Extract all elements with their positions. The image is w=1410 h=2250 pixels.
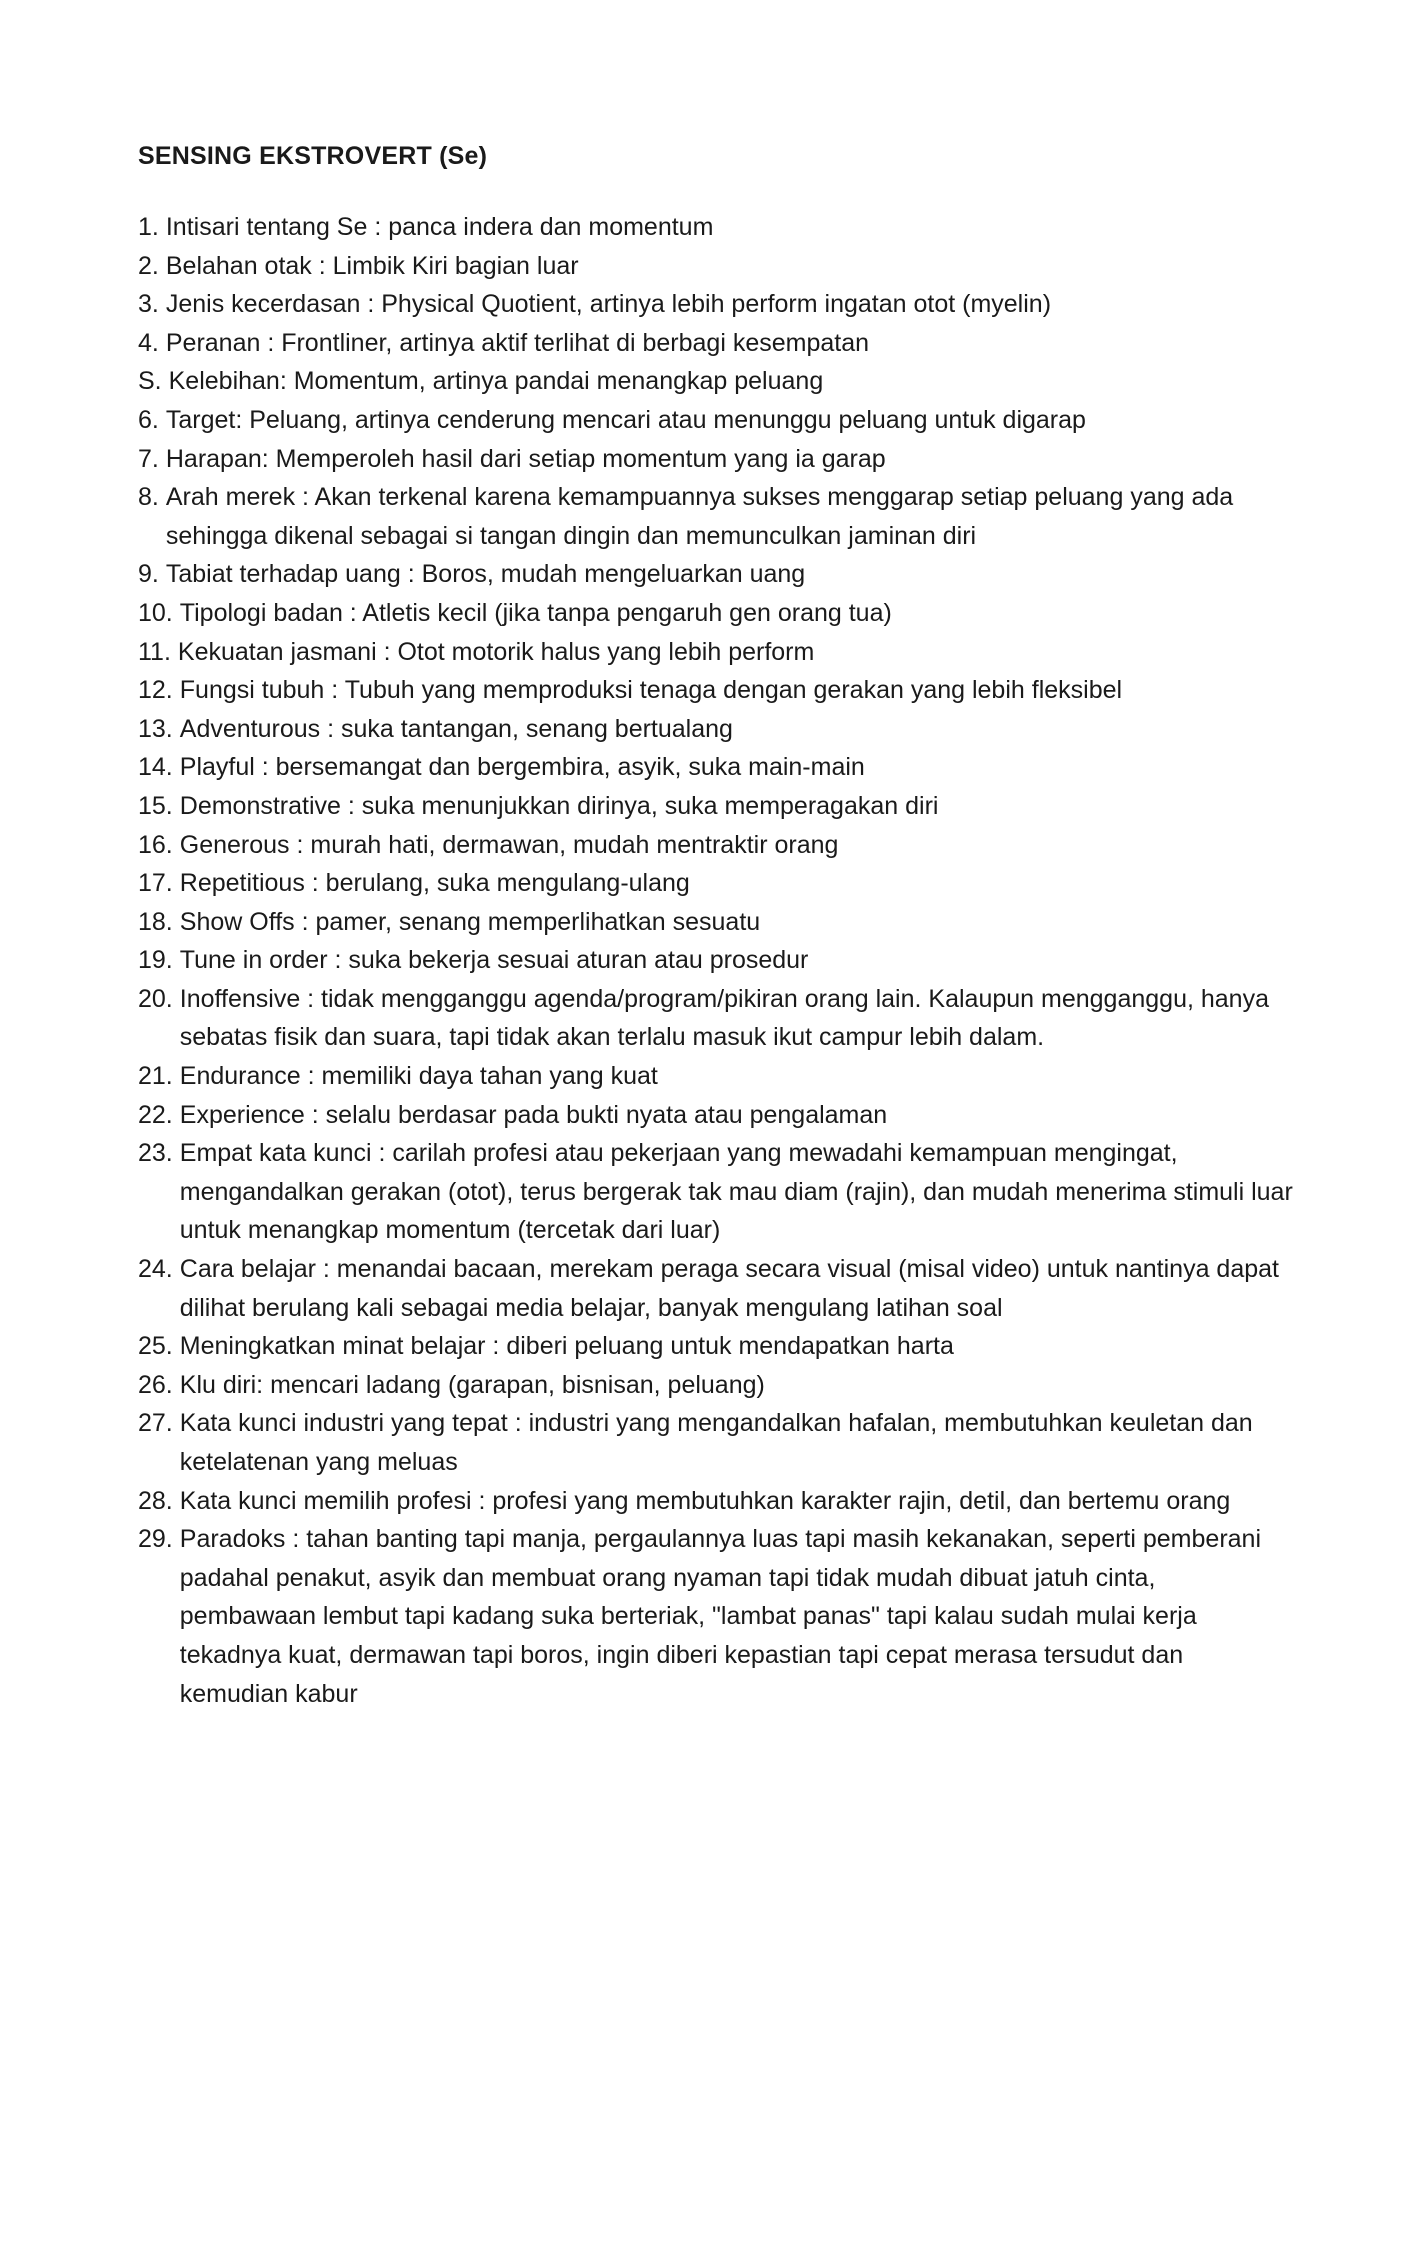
list-item-text: Tabiat terhadap uang : Boros, mudah mengeluarkan uang — [165, 560, 806, 589]
list-item-number: 29. — [138, 1525, 173, 1554]
list-item — [138, 1057, 1298, 1096]
list-item — [138, 247, 1298, 286]
list-item-text: Arah merek : Akan terkenal karena kemampuannya sukses menggarap setiap peluang yang ada sehingga dikenal sebagai si tangan dingin dan memunculkan jaminan diri — [165, 483, 1234, 550]
list-item-number: 22. — [138, 1100, 173, 1129]
list-item-text: Jenis kecerdasan : Physical Quotient, artinya lebih perform ingatan otot (myelin) — [165, 290, 1052, 319]
list-item-number: 16. — [138, 830, 173, 859]
list-item-text: Playful : bersemangat dan bergembira, asyik, suka main-main — [179, 753, 865, 782]
list-item — [138, 787, 1298, 826]
list-item — [138, 1250, 1298, 1327]
list-item — [138, 710, 1298, 749]
list-item-text: Kekuatan jasmani : Otot motorik halus yang lebih perform — [177, 637, 815, 666]
list-item — [138, 208, 1298, 247]
list-item-text: Klu diri: mencari ladang (garapan, bisnisan, peluang) — [179, 1370, 765, 1399]
list-item-text: Target: Peluang, artinya cenderung mencari atau menunggu peluang untuk digarap — [165, 405, 1086, 434]
list-item — [138, 362, 1298, 401]
list-item-number: 9. — [138, 560, 159, 589]
list-item-text: Show Offs : pamer, senang memperlihatkan sesuatu — [179, 907, 761, 936]
list-item — [138, 440, 1298, 479]
list-item-text: Kata kunci industri yang tepat : industri yang mengandalkan hafalan, membutuhkan keuletan dan ketelatenan yang meluas — [179, 1409, 1253, 1476]
list-item-number: 10. — [138, 598, 173, 627]
list-item — [138, 980, 1298, 1057]
list-item-number: 8. — [138, 483, 159, 512]
list-item — [138, 555, 1298, 594]
list-item — [138, 594, 1298, 633]
list-item — [138, 1482, 1298, 1521]
list-item — [138, 941, 1298, 980]
list-item-text: Endurance : memiliki daya tahan yang kuat — [179, 1062, 658, 1091]
list-item-number: 17. — [138, 869, 173, 898]
list-item — [138, 1327, 1298, 1366]
list-item-number: 15. — [138, 791, 173, 820]
list-item-number: 2. — [138, 251, 159, 280]
list-item — [138, 633, 1298, 672]
list-item-number: 27. — [138, 1409, 173, 1438]
list-item-number: 24. — [138, 1255, 173, 1284]
list-item-number: 12. — [138, 676, 173, 705]
list-item — [138, 324, 1298, 363]
list-item-number: 4. — [138, 328, 159, 357]
list-item-number: 14. — [138, 753, 173, 782]
list-item-text: Meningkatkan minat belajar : diberi peluang untuk mendapatkan harta — [179, 1332, 954, 1361]
list-item-text: Experience : selalu berdasar pada bukti nyata atau pengalaman — [179, 1100, 888, 1129]
list-item-text: Repetitious : berulang, suka mengulang-ulang — [179, 869, 690, 898]
document-body — [138, 136, 1298, 1713]
list-item — [138, 478, 1298, 555]
list-item — [138, 1404, 1298, 1481]
list-item-number: 19. — [138, 946, 173, 975]
list-item-number: 26. — [138, 1370, 173, 1399]
trait-list — [138, 208, 1298, 1713]
list-item — [138, 826, 1298, 865]
list-item — [138, 1134, 1298, 1250]
list-item — [138, 1366, 1298, 1405]
list-item-number: 23. — [138, 1139, 173, 1168]
list-item — [138, 1520, 1298, 1713]
list-item-number: 21. — [138, 1062, 173, 1091]
list-item-text: Harapan: Memperoleh hasil dari setiap momentum yang ia garap — [165, 444, 886, 473]
document-title: SENSING EKSTROVERT (Se) — [138, 142, 488, 170]
list-item-number: 6. — [138, 405, 159, 434]
list-item — [138, 1096, 1298, 1135]
list-item — [138, 748, 1298, 787]
list-item-text: Belahan otak : Limbik Kiri bagian luar — [165, 251, 579, 280]
list-item-text: Adventurous : suka tantangan, senang bertualang — [179, 714, 733, 743]
list-item-number: 7. — [138, 444, 159, 473]
list-item-text: Kata kunci memilih profesi : profesi yang membutuhkan karakter rajin, detil, dan bertemu orang — [179, 1486, 1231, 1515]
list-item-text: Kelebihan: Momentum, artinya pandai menangkap peluang — [168, 367, 824, 396]
list-item-text: Generous : murah hati, dermawan, mudah mentraktir orang — [179, 830, 839, 859]
list-item — [138, 903, 1298, 942]
list-item — [138, 401, 1298, 440]
list-item-text: Cara belajar : menandai bacaan, merekam peraga secara visual (misal video) untuk nantinya dapat dilihat berulang kali sebagai media belajar, banyak mengulang latihan soal — [179, 1255, 1279, 1322]
list-item-text: Intisari tentang Se : panca indera dan momentum — [165, 213, 714, 241]
list-item-text: Paradoks : tahan banting tapi manja, pergaulannya luas tapi masih kekanakan, seperti pemberani padahal penakut, asyik dan membuat orang nyaman tapi tidak mudah dibuat jatuh cinta, pembawaan lembut tapi kadang suka berteriak, "lambat panas" tapi kalau sudah mulai kerja tekadnya kuat, dermawan tapi boros, ingin diberi kepastian tapi cepat merasa tersudut dan kemudian kabur — [179, 1525, 1262, 1708]
list-item-number: 28. — [138, 1486, 173, 1515]
list-item-number: 25. — [138, 1332, 173, 1361]
list-item-text: Tipologi badan : Atletis kecil (jika tanpa pengaruh gen orang tua) — [179, 598, 892, 627]
list-item-number: 18. — [138, 907, 173, 936]
list-item — [138, 864, 1298, 903]
list-item-text: Peranan : Frontliner, artinya aktif terlihat di berbagi kesempatan — [165, 328, 870, 357]
list-item — [138, 285, 1298, 324]
list-item-text: Empat kata kunci : carilah profesi atau pekerjaan yang mewadahi kemampuan mengingat, mengandalkan gerakan (otot), terus bergerak tak mau diam (rajin), dan mudah menerima stimuli luar untuk menangkap momentum (tercetak dari luar) — [179, 1139, 1293, 1245]
list-item-text: Tune in order : suka bekerja sesuai aturan atau prosedur — [179, 946, 809, 975]
list-item-number: S. — [138, 367, 162, 396]
list-item — [138, 671, 1298, 710]
list-item-number: 13. — [138, 714, 173, 743]
list-item-number: 20. — [138, 984, 173, 1013]
list-item-text: Inoffensive : tidak mengganggu agenda/program/pikiran orang lain. Kalaupun mengganggu, hanya sebatas fisik dan suara, tapi tidak akan terlalu masuk ikut campur lebih dalam. — [179, 984, 1269, 1052]
list-item-text: Demonstrative : suka menunjukkan dirinya, suka memperagakan diri — [179, 791, 939, 820]
list-item-number: 1. — [138, 213, 159, 241]
list-item-number: 3. — [138, 290, 159, 319]
list-item-number: 11. — [138, 637, 171, 666]
list-item-text: Fungsi tubuh : Tubuh yang memproduksi tenaga dengan gerakan yang lebih fleksibel — [179, 676, 1123, 705]
